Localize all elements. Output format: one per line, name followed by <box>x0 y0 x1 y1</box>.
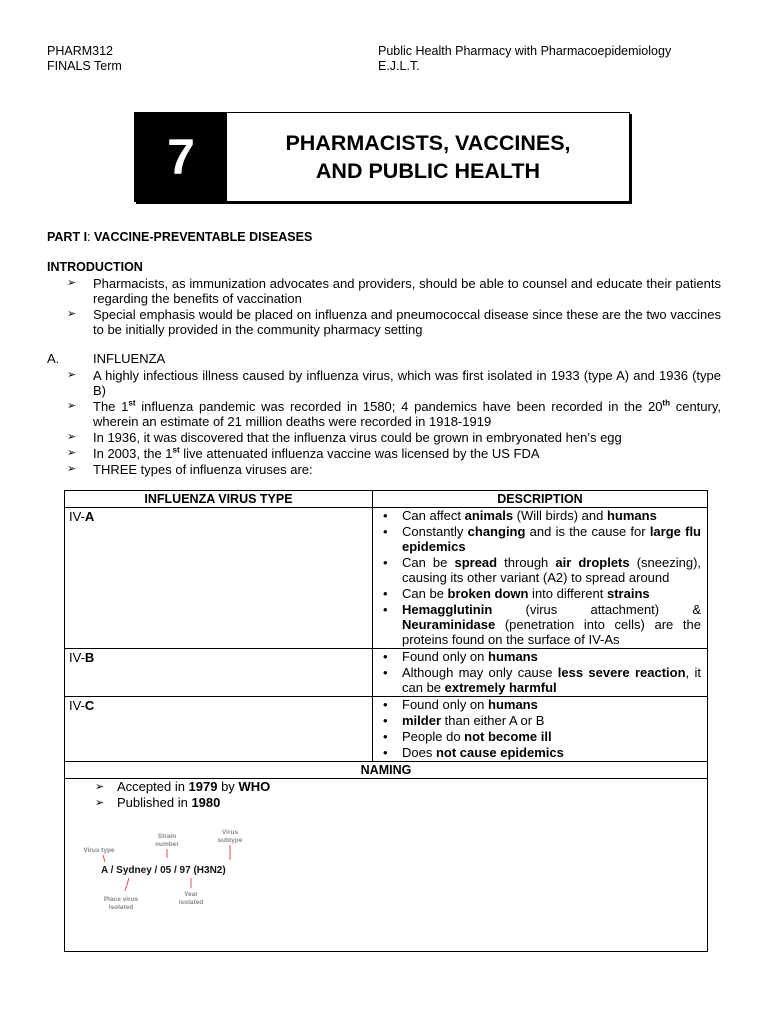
chapter-title-line2: AND PUBLIC HEALTH <box>315 159 541 183</box>
arrow-bullet-icon: ➢ <box>67 308 77 320</box>
list-item: • Found only on humans <box>383 649 538 664</box>
bullet-icon: • <box>383 649 388 664</box>
bullet-icon: • <box>383 729 388 744</box>
list-item: • Does not cause epidemics <box>383 745 564 760</box>
list-item: • milder than either A or B <box>383 713 545 728</box>
label-subtype-line1: Virus <box>221 829 239 836</box>
arrow-virus-type <box>103 855 105 862</box>
label-place-line2: isolated <box>108 904 134 911</box>
list-item: • Constantly changing and is the cause for large flu epidemics <box>383 524 701 554</box>
virus-type-cell: IV-B <box>65 649 373 697</box>
list-item: • People do not become ill <box>383 729 552 744</box>
table-row <box>65 649 708 697</box>
list-item: ➢ THREE types of influenza viruses are: <box>67 462 313 477</box>
label-year-line2: isolated <box>178 899 204 906</box>
naming-example: A / Sydney / 05 / 97 (H3N2) <box>101 865 226 876</box>
list-item: ➢ The 1st influenza pandemic was recorded in 1580; 4 pandemics have been recorded in the 20th century, wherein an estimate of 21 million deaths were recorded in 1918-1919 <box>67 398 721 429</box>
naming-cell <box>65 779 708 952</box>
bullet-icon: • <box>383 697 388 712</box>
label-subtype-line2: subtype <box>217 837 243 844</box>
list-item: ➢ A highly infectious illness caused by influenza virus, which was first isolated in 1933 (type A) and 1936 (type B) <box>67 368 721 398</box>
list-item: ➢ In 1936, it was discovered that the influenza virus could be grown in embryonated hen’s egg <box>67 430 622 445</box>
arrow-bullet-icon: ➢ <box>67 447 77 459</box>
virus-type-cell: IV-A <box>65 508 373 649</box>
naming-heading: NAMING <box>65 762 708 779</box>
list-item: ➢ Accepted in 1979 by WHO <box>95 779 271 794</box>
subject-title: Public Health Pharmacy with Pharmacoepidemiology <box>378 44 672 58</box>
arrow-bullet-icon: ➢ <box>67 277 77 289</box>
influenza-list <box>47 368 721 478</box>
part-colon: : <box>87 230 91 244</box>
label-strain-line1: Strain <box>157 833 177 840</box>
chapter-title <box>227 113 629 201</box>
naming-row <box>65 779 708 952</box>
section-title: INFLUENZA <box>93 351 166 366</box>
course-code: PHARM312 <box>47 44 113 58</box>
column-header: INFLUENZA VIRUS TYPE <box>65 491 373 508</box>
label-year-line1: Year <box>184 891 198 898</box>
bullet-icon: • <box>383 524 388 539</box>
list-item: • Hemagglutinin (virus attachment) & Neuraminidase (penetration into cells) are the proteins found on the surface of IV-As <box>383 602 701 647</box>
list-item: • Found only on humans <box>383 697 538 712</box>
chapter-number: 7 <box>135 113 227 201</box>
bullet-icon: • <box>383 713 388 728</box>
list-item: ➢ Published in 1980 <box>95 795 221 810</box>
header-left <box>47 44 122 74</box>
part-heading <box>47 230 312 244</box>
list-item: • Can affect animals (Will birds) and humans <box>383 508 657 523</box>
bullet-icon: • <box>383 665 388 680</box>
bullet-icon: • <box>383 602 388 617</box>
arrow-bullet-icon: ➢ <box>95 781 105 793</box>
header-right <box>378 44 671 74</box>
arrow-bullet-icon: ➢ <box>67 369 77 381</box>
label-virus-type: Virus type <box>83 847 115 854</box>
table-row <box>65 697 708 762</box>
list-item: • Can be broken down into different strains <box>383 586 650 601</box>
description-cell <box>373 697 708 762</box>
bullet-icon: • <box>383 586 388 601</box>
author-initials: E.J.L.T. <box>378 59 420 73</box>
list-item: • Although may only cause less severe reaction, it can be extremely harmful <box>383 665 701 695</box>
description-cell <box>373 649 708 697</box>
description-cell <box>373 508 708 649</box>
label-strain-line2: number <box>155 841 179 848</box>
arrow-place <box>125 878 129 891</box>
naming-header-row <box>65 762 708 779</box>
list-item: ➢ In 2003, the 1st live attenuated influenza vaccine was licensed by the US FDA <box>67 445 540 461</box>
influenza-heading <box>47 351 165 366</box>
virus-type-cell: IV-C <box>65 697 373 762</box>
bullet-icon: • <box>383 508 388 523</box>
term: FINALS Term <box>47 59 122 73</box>
chapter-title-line1: PHARMACISTS, VACCINES, <box>285 131 571 155</box>
label-place-line1: Place virus <box>103 896 139 903</box>
column-header: DESCRIPTION <box>373 491 708 508</box>
list-item: ➢ Special emphasis would be placed on influenza and pneumococcal disease since these are the two vaccines to be initially provided in the community pharmacy setting <box>67 307 721 337</box>
naming-list <box>65 779 270 811</box>
virus-naming-diagram <box>79 826 279 916</box>
introduction-heading: INTRODUCTION <box>47 260 143 274</box>
table-row <box>65 508 708 649</box>
part-title: VACCINE-PREVENTABLE DISEASES <box>90 230 313 244</box>
arrow-bullet-icon: ➢ <box>95 797 105 809</box>
bullet-icon: • <box>383 745 388 760</box>
part-label: PART I <box>47 230 88 244</box>
arrow-bullet-icon: ➢ <box>67 400 77 412</box>
bullet-icon: • <box>383 555 388 570</box>
arrow-bullet-icon: ➢ <box>67 431 77 443</box>
introduction-list <box>47 276 721 338</box>
list-item: • Can be spread through air droplets (sneezing), causing its other variant (A2) to spread around <box>383 555 702 585</box>
list-item: ➢ Pharmacists, as immunization advocates and providers, should be able to counsel and educate their patients regarding the benefits of vaccination <box>67 276 721 306</box>
arrow-bullet-icon: ➢ <box>67 463 77 475</box>
section-letter: A. <box>47 351 60 366</box>
chapter-title-box <box>134 112 630 202</box>
influenza-types-table <box>64 490 708 952</box>
table-header-row <box>65 491 708 508</box>
